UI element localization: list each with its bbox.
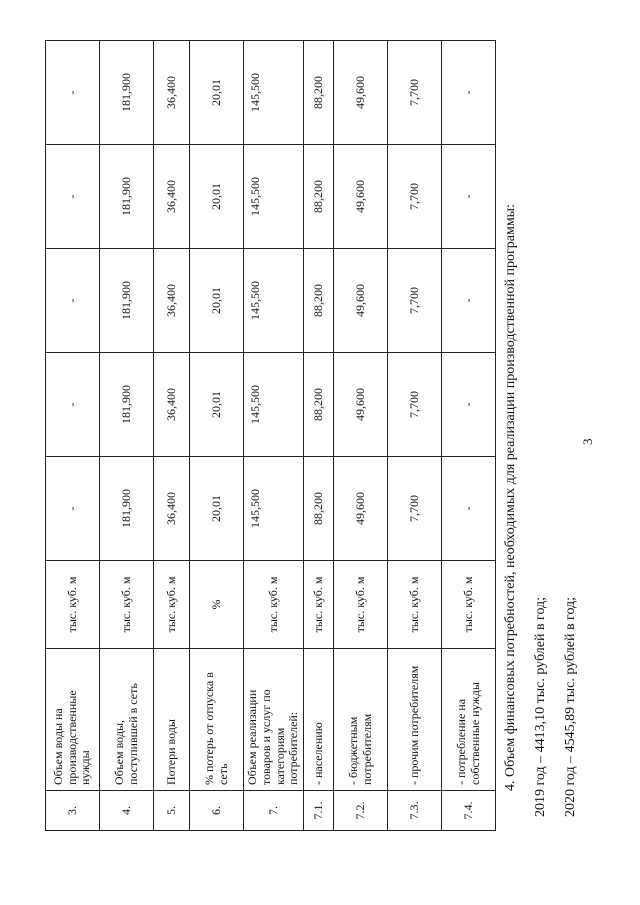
value-cell: 49,600: [334, 41, 388, 145]
value-cell: 7,700: [388, 353, 442, 457]
financial-needs-section: [500, 204, 590, 817]
value-cell: 49,600: [334, 145, 388, 249]
indicator-name: - потребление на собственные нужды: [442, 649, 496, 791]
value-cell: -: [46, 353, 100, 457]
table-row: [190, 41, 244, 831]
value-cell: 181,900: [100, 145, 154, 249]
indicator-name: - прочим потребителям: [388, 649, 442, 791]
indicator-name: Объем реализации товаров и услуг по категориям потребителей:: [244, 649, 304, 791]
value-cell: -: [46, 145, 100, 249]
value-cell: 20,01: [190, 249, 244, 353]
value-cell: 20,01: [190, 41, 244, 145]
row-number: 6.: [190, 791, 244, 831]
value-cell: 181,900: [100, 41, 154, 145]
row-number: 3.: [46, 791, 100, 831]
value-cell: 36,400: [154, 249, 190, 353]
indicator-name: Объем воды, поступившей в сеть: [100, 649, 154, 791]
row-number: 4.: [100, 791, 154, 831]
unit-cell: %: [190, 561, 244, 649]
table-row: [304, 41, 334, 831]
indicator-name: % потерь от отпуска в сеть: [190, 649, 244, 791]
value-cell: 88,200: [304, 353, 334, 457]
table-row: [100, 41, 154, 831]
row-number: 7.3.: [388, 791, 442, 831]
value-cell: 145,500: [244, 145, 304, 249]
row-number: 7.2.: [334, 791, 388, 831]
value-cell: 88,200: [304, 41, 334, 145]
table-row: [442, 41, 496, 831]
value-cell: 145,500: [244, 457, 304, 561]
value-cell: 20,01: [190, 457, 244, 561]
value-cell: -: [442, 145, 496, 249]
unit-cell: тыс. куб. м: [46, 561, 100, 649]
value-cell: -: [46, 249, 100, 353]
indicator-name: Потери воды: [154, 649, 190, 791]
value-cell: -: [442, 41, 496, 145]
value-cell: 36,400: [154, 145, 190, 249]
unit-cell: тыс. куб. м: [442, 561, 496, 649]
table-row: [154, 41, 190, 831]
value-cell: 181,900: [100, 457, 154, 561]
unit-cell: тыс. куб. м: [304, 561, 334, 649]
row-number: 5.: [154, 791, 190, 831]
page-number: 3: [580, 438, 595, 445]
value-cell: 36,400: [154, 457, 190, 561]
financial-line-2020: 2020 год – 4545,89 тыс. рублей в год;: [563, 596, 578, 817]
value-cell: -: [442, 457, 496, 561]
value-cell: 7,700: [388, 457, 442, 561]
unit-cell: тыс. куб. м: [100, 561, 154, 649]
unit-cell: тыс. куб. м: [334, 561, 388, 649]
value-cell: 36,400: [154, 353, 190, 457]
financial-heading: 4. Объем финансовых потребностей, необходимых для реализации производственной программы:: [503, 204, 518, 791]
indicator-name: - бюджетным потребителям: [334, 649, 388, 791]
value-cell: 88,200: [304, 457, 334, 561]
row-number: 7.1.: [304, 791, 334, 831]
value-cell: 88,200: [304, 249, 334, 353]
value-cell: 36,400: [154, 41, 190, 145]
value-cell: 145,500: [244, 353, 304, 457]
value-cell: 145,500: [244, 41, 304, 145]
value-cell: 20,01: [190, 145, 244, 249]
table-row: [244, 41, 304, 831]
value-cell: 181,900: [100, 353, 154, 457]
indicator-name: Объем воды на производственные нужды: [46, 649, 100, 791]
value-cell: -: [442, 353, 496, 457]
table-row: [46, 41, 100, 831]
value-cell: 49,600: [334, 353, 388, 457]
value-cell: 88,200: [304, 145, 334, 249]
row-number: 7.4.: [442, 791, 496, 831]
production-program-table: [45, 40, 496, 831]
value-cell: 145,500: [244, 249, 304, 353]
unit-cell: тыс. куб. м: [388, 561, 442, 649]
value-cell: 7,700: [388, 249, 442, 353]
value-cell: 7,700: [388, 145, 442, 249]
unit-cell: тыс. куб. м: [154, 561, 190, 649]
value-cell: 181,900: [100, 249, 154, 353]
table-row: [388, 41, 442, 831]
unit-cell: тыс. куб. м: [244, 561, 304, 649]
value-cell: -: [46, 457, 100, 561]
value-cell: 20,01: [190, 353, 244, 457]
table-row: [334, 41, 388, 831]
value-cell: -: [442, 249, 496, 353]
indicator-name: - населению: [304, 649, 334, 791]
value-cell: 49,600: [334, 249, 388, 353]
value-cell: 7,700: [388, 41, 442, 145]
financial-line-2019: 2019 год – 4413,10 тыс. рублей в год;: [533, 596, 548, 817]
value-cell: 49,600: [334, 457, 388, 561]
row-number: 7.: [244, 791, 304, 831]
value-cell: -: [46, 41, 100, 145]
